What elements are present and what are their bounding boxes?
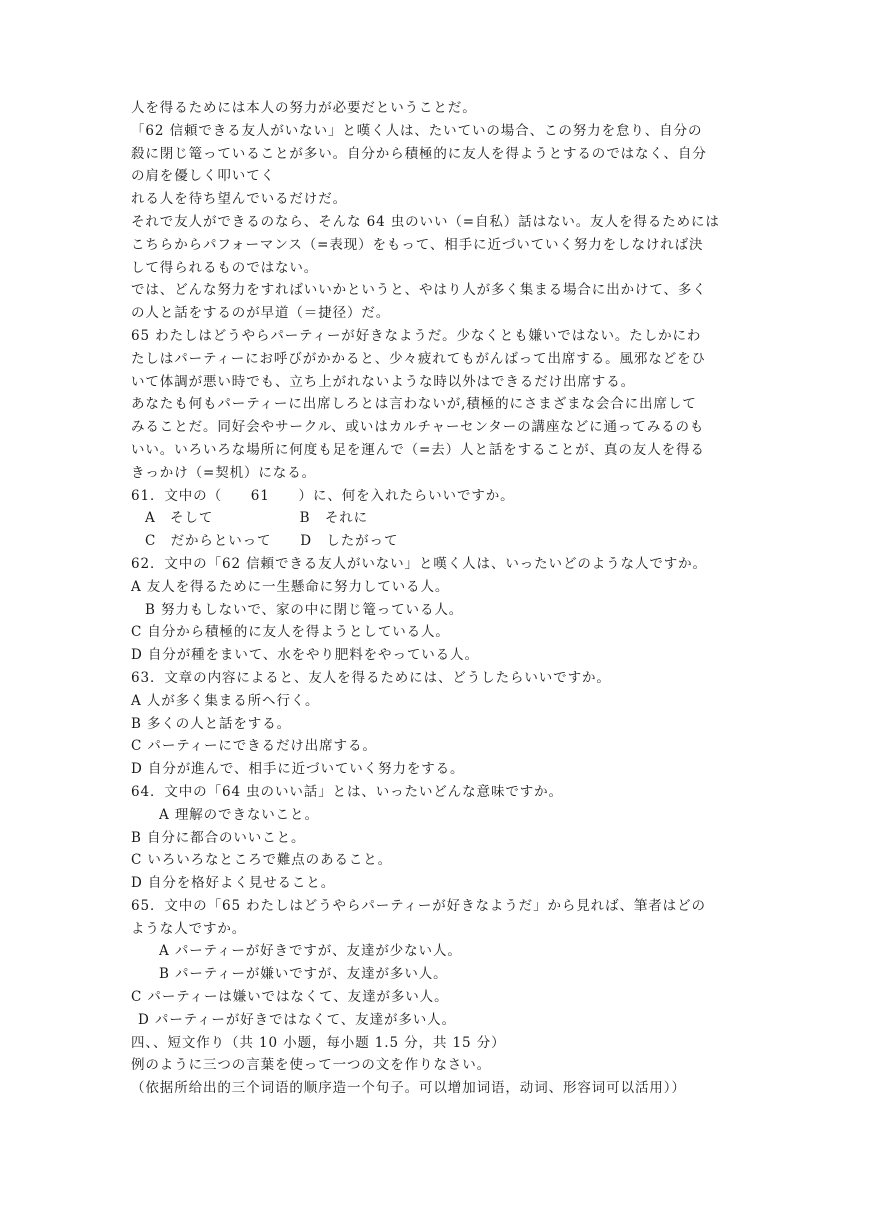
question-stem: 61．文中の（ 61 ）に、何を入れたらいいですか。 — [131, 487, 515, 504]
passage-line: 「62 信頼できる友人がいない」と嘆く人は、たいていの場合、この努力を怠り、自分の — [131, 122, 703, 139]
question-62 — [131, 553, 743, 667]
answer-option: C いろいろなところで難点のあること。 — [131, 852, 393, 869]
answer-option: A パーティーが好きですが、友達が少ない人。 — [159, 943, 462, 960]
question-stem-continued: ような人ですか。 — [131, 920, 247, 937]
answer-option: D パーティーが好きではなくて、友達が多い人。 — [138, 1011, 456, 1028]
answer-options-row: C だからといって D したがって — [145, 533, 399, 550]
question-65 — [131, 895, 743, 1032]
passage-line: それで友人ができるのなら、そんな 64 虫のいい（=自私）話はない。友人を得るためには — [131, 213, 720, 230]
passage-line: いて体調が悪い時でも、立ち上がれないような時以外はできるだけ出席する。 — [131, 373, 635, 390]
answer-option: A 理解のできないこと。 — [159, 806, 319, 823]
question-64 — [131, 781, 743, 895]
answer-option: C 自分から積極的に友人を得ようとしている人。 — [131, 624, 450, 641]
passage-line: きっかけ（=契机）になる。 — [131, 464, 317, 481]
passage-line: れる人を待ち望んでいるだけだ。 — [131, 191, 347, 208]
answer-option: C パーティーは嫌いではなくて、友達が多い人。 — [131, 989, 449, 1006]
section-4 — [131, 1032, 743, 1100]
passage-line: こちらからパフォーマンス（=表现）をもって、相手に近づいていく努力をしなければ決 — [131, 236, 704, 253]
document-page — [131, 97, 743, 1100]
passage-line: 人を得るためには本人の努力が必要だということだ。 — [131, 100, 477, 116]
answer-option: D 自分が種をまいて、水をやり肥料をやっている人。 — [131, 647, 479, 664]
passage-line: して得られるものではない。 — [131, 259, 319, 276]
question-stem: 65．文中の「65 わたしはどうやらパーティーが好きなようだ」から見れば、筆者はどの — [131, 897, 706, 914]
answer-option: D 自分を格好よく見せること。 — [131, 875, 336, 892]
question-stem: 64．文中の「64 虫のいい話」とは、いったいどんな意味ですか。 — [131, 783, 563, 800]
question-61 — [131, 485, 743, 553]
answer-option: B パーティーが嫌いですが、友達が多い人。 — [159, 966, 448, 983]
answer-option: A 友人を得るために一生懸命に努力している人。 — [131, 578, 450, 595]
answer-option: D 自分が進んで、相手に近づいていく努力をする。 — [131, 761, 465, 778]
passage-line: たしはパーティーにお呼びがかかると、少々疲れてもがんばって出席する。風邪などをひ — [131, 350, 706, 367]
passage-line: の人と話をするのが早道（＝捷径）だ。 — [131, 305, 391, 322]
passage-line: の肩を優しく叩いてく — [131, 168, 275, 185]
answer-option: B 多くの人と話をする。 — [131, 715, 292, 732]
answer-option: A 人が多く集まる所へ行く。 — [131, 692, 320, 709]
reading-passage — [131, 97, 743, 485]
question-stem: 62．文中の「62 信頼できる友人がいない」と嘆く人は、いったいどのような人ですか。 — [131, 555, 707, 572]
section-note: （依据所给出的三个词语的顺序造一个句子。可以增加词语，动词、形容词可以活用）） — [131, 1080, 686, 1097]
passage-line: みることだ。同好会やサークル、或いはカルチャーセンターの講座などに通ってみるのも — [131, 419, 705, 436]
answer-option: C パーティーにできるだけ出席する。 — [131, 738, 377, 755]
question-stem: 63．文章の内容によると、友人を得るためには、どうしたらいいですか。 — [131, 669, 611, 686]
question-63 — [131, 667, 743, 781]
passage-line: あなたも何もパーティーに出席しろとは言わないが,積極的にさまざまな会合に出席して — [131, 396, 697, 413]
answer-option: B 自分に都合のいいこと。 — [131, 829, 306, 846]
answer-option: B 努力もしないで、家の中に閉じ篭っている人。 — [145, 601, 464, 618]
passage-line: 殺に閉じ篭っていることが多い。自分から積極的に友人を得ようとするのではなく、自分 — [131, 145, 707, 162]
answer-options-row: A そして B それに — [145, 510, 369, 527]
section-heading: 四、、短文作り（共 10 小题，每小题 1.5 分，共 15 分） — [131, 1034, 506, 1051]
section-instruction: 例のように三つの言葉を使って一つの文を作りなさい。 — [131, 1057, 491, 1074]
passage-line: 65 わたしはどうやらパーティーが好きなようだ。少なくとも嫌いではない。たしかにわ — [131, 327, 702, 344]
passage-line: いい。いろいろな場所に何度も足を運んで（=去）人と話をすることが、真の友人を得る — [131, 441, 705, 458]
passage-line: では、どんな努力をすればいいかというと、やはり人が多く集まる場合に出かけて、多く — [131, 282, 707, 299]
